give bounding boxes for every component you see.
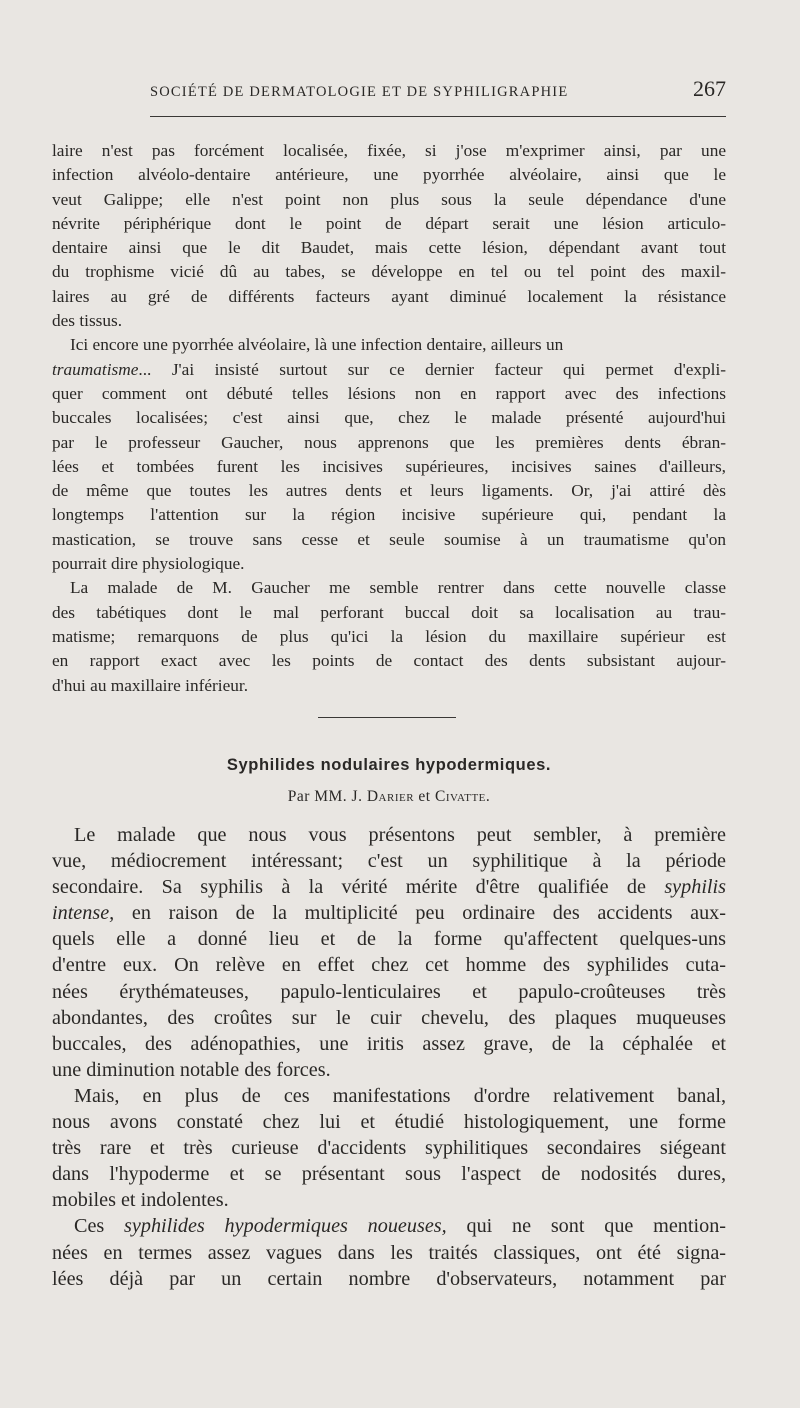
header-title: SOCIÉTÉ DE DERMATOLOGIE ET DE SYPHILIGRAPHIE: [150, 84, 569, 100]
paragraph: Ici encore une pyorrhée alvéolaire, là une infection dentaire, ailleurs un: [70, 335, 564, 355]
header-rule: [150, 116, 726, 117]
paragraph: Le malade que nous vous présentons peut sembler, à première: [74, 824, 726, 846]
running-header: [150, 76, 726, 102]
section-title: Syphilides nodulaires hypodermiques.: [226, 756, 552, 774]
section-2-body: Le malade que nous vous présentons peut sembler, à première vue, médiocrement intéressant; c'est un syphilitique à la période secondaire. Sa syphilis à la vérité mérite d'être qualifiée de syphilis intense, en raison de la multiplicité peu ordinaire des accidents aux- quels elle a donné lieu et de la forme qu'affectent quelques-uns d'entre eux. On relève en effet chez cet homme des syphilides cuta- nées érythémateuses, papulo-lenticulaires et papulo-croûteuses très abondantes, des croûtes sur le cuir chevelu, des plaques muqueuses buccales, des adénopathies, une iritis assez grave, de la céphalée et une diminution notable des forces. Mais, en plus de ces manifestations d'ordre relativement banal, nous avons constaté chez lui et étudié histologiquement, une forme très rare et très curieuse d'accidents syphilitiques secondaires siégeant dans l'hypoderme et se présentant sous l'aspect de nodosités dures, mobiles et indolentes. Ces syphilides hypodermiques noueuses, qui ne sont que mention- nées en termes assez vagues dans les traités classiques, ont été signa- lées déjà par un certain nombre d'observateurs, notamment par: [52, 824, 727, 1290]
paragraph: Mais, en plus de ces manifestations d'ordre relativement banal,: [74, 1084, 726, 1107]
paragraph: laire n'est pas forcément localisée, fixée, si j'ose m'exprimer ainsi, par une: [52, 141, 726, 160]
section-1-body: laire n'est pas forcément localisée, fixée, si j'ose m'exprimer ainsi, par une infection alvéolo-dentaire antérieure, une pyorrhée alvéolaire, ainsi que le veut Galippe; elle n'est point non plus sous la seule dépendance d'une névrite périphérique dont le point de départ serait une lésion articulo- dentaire ainsi que le dit Baudet, mais cette lésion, dépendant avant tout du trophisme vicié dû au tabes, se développe en tel ou tel point des maxil- laires au gré de différents facteurs ayant diminué localement la résistance des tissus. Ici encore une pyorrhée alvéolaire, là une infection dentaire, ailleurs un traumatisme... J'ai insisté surtout sur ce dernier facteur qui permet d'expli- quer comment ont débuté telles lésions non en rapport avec des infections buccales localisées; c'est ainsi que, chez le malade présenté aujourd'hui par le professeur Gaucher, nous apprenons que les premières dents ébran- lées et tombées furent les incisives supérieures, incisives saines d'ailleurs, de même que toutes les autres dents et leurs ligaments. Or, j'ai attiré dès longtemps l'attention sur la région incisive supérieure qui, pendant la mastication, se trouve sans cesse et seule soumise à un traumatisme qu'on pourrait dire physiologique. La malade de M. Gaucher me semble rentrer dans cette nouvelle classe des tabétiques dont le mal perforant buccal doit sa localisation au trau- matisme; remarquons de plus qu'ici la lésion du maxillaire supérieur est en rapport exact avec les points de contact des dents subsistant aujour- d'hui au maxillaire inférieur.: [52, 141, 726, 695]
section-separator: [318, 717, 456, 718]
paragraph: Ces syphilides hypodermiques noueuses, qui ne sont que mention-: [74, 1215, 727, 1238]
page-number: 267: [693, 76, 726, 101]
paragraph: La malade de M. Gaucher me semble rentrer dans cette nouvelle classe: [70, 578, 726, 598]
byline: Par MM. J. Darier et Civatte.: [287, 788, 491, 805]
